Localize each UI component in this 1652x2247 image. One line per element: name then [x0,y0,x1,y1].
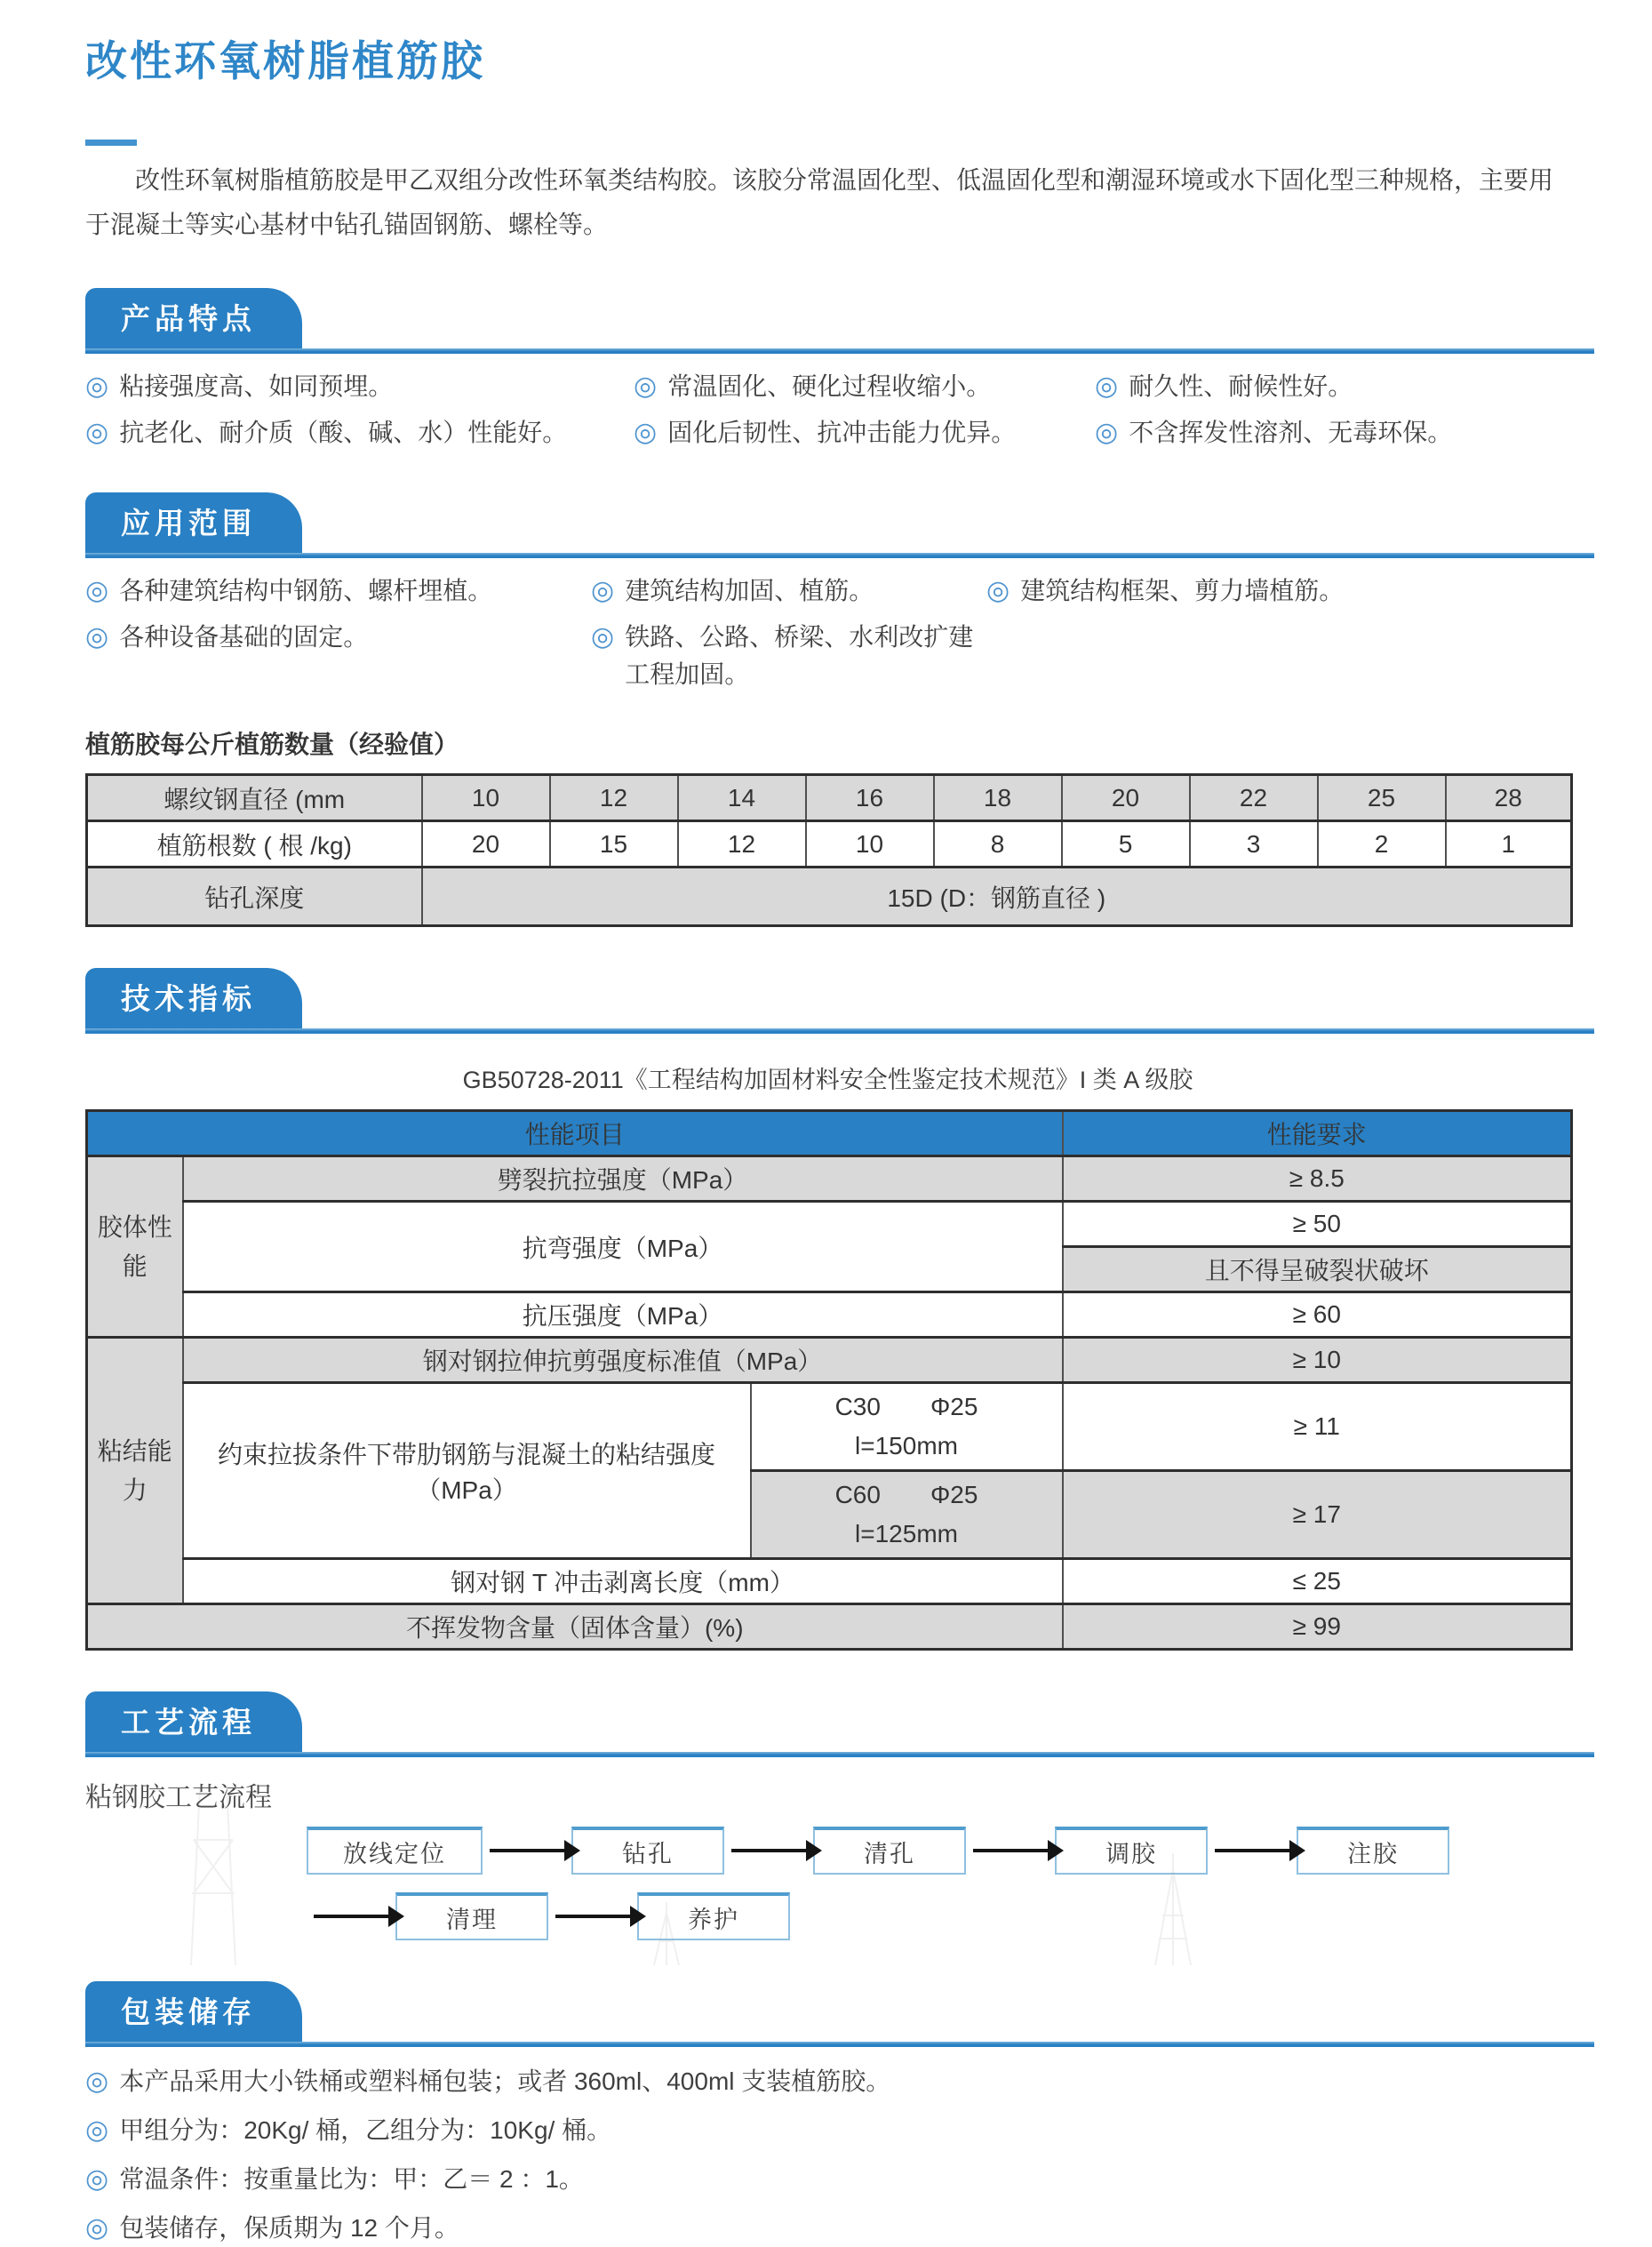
list-item [85,2161,1594,2198]
packaging-text: 甲组分为：20Kg/ 桶，乙组分为：10Kg/ 桶。 [119,2116,612,2144]
group-header: 胶体性能 [87,1156,183,1338]
property-cell: 钢对钢拉伸抗剪强度标准值（MPa） [183,1338,1063,1383]
cell: 3 [1190,821,1318,868]
section-features [85,288,1594,452]
cell: 16 [806,775,934,821]
cell: 15 [550,821,678,868]
table-row [87,1383,1572,1471]
requirement-cell: ≥ 8.5 [1063,1156,1572,1202]
features-list [85,368,1570,452]
arrow-right-icon [731,1849,808,1852]
list-item [986,572,1570,610]
section-bar [85,1752,1594,1757]
cell: 20 [1062,775,1190,821]
list-item [85,2112,1594,2149]
row-header: 钻孔深度 [87,868,422,926]
requirement-cell: ≥ 11 [1063,1383,1572,1471]
table-row [87,1292,1572,1338]
double-circle-bullet-icon: ◎ [85,418,109,447]
property-cell: 抗弯强度（MPa） [183,1202,1063,1292]
section-bar [85,348,1594,354]
list-item [85,414,634,452]
dosage-table [85,773,1573,927]
cell: 5 [1062,821,1190,868]
table-row [87,868,1572,926]
property-cell: 钢对钢 T 冲击剥离长度（mm） [183,1559,1063,1604]
feature-text: 不含挥发性溶剂、无毒环保。 [1129,419,1453,446]
double-circle-bullet-icon: ◎ [1095,418,1119,447]
double-circle-bullet-icon: ◎ [85,372,109,401]
application-text: 铁路、公路、桥梁、水利改扩建工程加固。 [625,623,974,688]
cell: 10 [422,775,550,821]
list-item [634,368,1095,405]
feature-text: 粘接强度高、如同预埋。 [119,372,394,400]
flow-step: 调胶 [1055,1827,1208,1875]
section-packaging [85,1981,1594,2247]
section-bar [85,1028,1594,1034]
list-item [85,2210,1594,2247]
table-row [87,821,1572,868]
page-title: 改性环氧树脂植筋胶 [85,37,485,84]
list-item [634,414,1095,452]
requirement-cell: ≥ 10 [1063,1338,1572,1383]
feature-text: 常温固化、硬化过程收缩小。 [667,372,992,400]
application-text: 各种设备基础的固定。 [119,623,369,651]
list-item [85,619,591,693]
title-underline [85,140,137,146]
flow-row-2 [307,1892,1594,1940]
table-row [87,1604,1572,1650]
feature-text: 固化后韧性、抗冲击能力优异。 [667,419,1017,446]
section-tab-features: 产品特点 [85,288,302,348]
process-subtitle: 粘钢胶工艺流程 [85,1783,272,1812]
table-row [87,1111,1572,1156]
list-item [85,2063,1594,2100]
packaging-text: 本产品采用大小铁桶或塑料桶包装；或者 360ml、400ml 支装植筋胶。 [119,2067,891,2095]
arrow-right-icon [1215,1849,1291,1852]
application-text: 建筑结构加固、植筋。 [625,577,874,604]
feature-text: 耐久性、耐候性好。 [1129,372,1353,400]
table-row [87,1559,1572,1604]
arrow-right-icon [973,1849,1049,1852]
feature-text: 抗老化、耐介质（酸、碱、水）性能好。 [119,419,568,446]
flow-step: 注胶 [1297,1827,1449,1875]
column-header: 性能项目 [87,1111,1063,1156]
double-circle-bullet-icon: ◎ [85,2213,109,2243]
list-item [1095,368,1570,405]
flow-row-1 [307,1827,1594,1875]
cell: 8 [934,821,1062,868]
row-header: 植筋根数 ( 根 /kg) [87,821,422,868]
arrow-right-icon [490,1849,566,1852]
requirement-cell: ≥ 17 [1063,1471,1572,1559]
cell: 18 [934,775,1062,821]
flow-step: 钻孔 [571,1827,724,1875]
cell: 20 [422,821,550,868]
packaging-text: 包装储存，保质期为 12 个月。 [119,2214,459,2242]
double-circle-bullet-icon: ◎ [986,576,1010,605]
condition-line: C30 Φ25 [834,1393,978,1420]
section-applications [85,492,1594,693]
table-row [87,1156,1572,1202]
application-text: 各种建筑结构中钢筋、螺杆埋植。 [119,577,493,604]
arrow-right-icon [314,1915,390,1918]
property-cell: 不挥发物含量（固体含量）(%) [87,1604,1063,1650]
group-header: 粘结能力 [87,1338,183,1604]
double-circle-bullet-icon: ◎ [85,2115,109,2145]
cell: 12 [550,775,678,821]
applications-list [85,572,1570,693]
section-tab-applications: 应用范围 [85,492,302,553]
list-item [591,572,986,610]
cell: 12 [678,821,806,868]
table-row [87,1202,1572,1247]
dosage-table-title: 植筋胶每公斤植筋数量（经验值） [85,731,459,758]
flow-step: 养护 [637,1892,790,1940]
cell: 15D (D：钢筋直径 ) [422,868,1572,926]
list-item [85,368,634,405]
table-row [87,1338,1572,1383]
cell: 2 [1318,821,1446,868]
property-cell: 约束拉拔条件下带肋钢筋与混凝土的粘结强度（MPa） [183,1383,751,1559]
double-circle-bullet-icon: ◎ [85,2164,109,2194]
property-cell: 抗压强度（MPa） [183,1292,1063,1338]
double-circle-bullet-icon: ◎ [634,418,658,447]
flow-step: 清孔 [813,1827,966,1875]
list-item [1095,414,1570,452]
section-tab-tech: 技术指标 [85,968,302,1028]
section-tab-process: 工艺流程 [85,1691,302,1752]
column-header: 性能要求 [1063,1111,1572,1156]
double-circle-bullet-icon: ◎ [1095,372,1119,401]
section-tech [85,968,1594,1651]
tech-standard-caption: GB50728-2011《工程结构加固材料安全性鉴定技术规范》I 类 A 级胶 [462,1067,1193,1093]
flow-step: 清理 [395,1892,548,1940]
intro-paragraph: 改性环氧树脂植筋胶是甲乙双组分改性环氧类结构胶。该胶分常温固化型、低温固化型和潮湿环境或水下固化型三种规格，主要用于混凝土等实心基材中钻孔锚固钢筋、螺栓等。 [85,166,1554,238]
arrow-right-icon [555,1915,632,1918]
condition-cell [751,1383,1063,1471]
cell: 10 [806,821,934,868]
cell: 22 [1190,775,1318,821]
double-circle-bullet-icon: ◎ [85,576,109,605]
cell: 25 [1318,775,1446,821]
list-item [85,572,591,610]
requirement-cell: ≥ 99 [1063,1604,1572,1650]
table-row [87,775,1572,821]
section-process [85,1691,1594,1940]
requirement-cell: ≥ 60 [1063,1292,1572,1338]
condition-line: l=125mm [855,1520,958,1547]
application-text: 建筑结构框架、剪力墙植筋。 [1020,577,1345,604]
requirement-cell: ≥ 50 [1063,1202,1572,1247]
condition-cell [751,1471,1063,1559]
requirement-cell: ≤ 25 [1063,1559,1572,1604]
condition-line: C60 Φ25 [834,1481,978,1508]
double-circle-bullet-icon: ◎ [634,372,658,401]
cell: 28 [1446,775,1572,821]
packaging-text: 常温条件：按重量比为：甲：乙＝ 2 ：1。 [119,2165,584,2193]
requirement-cell: 且不得呈破裂状破坏 [1063,1247,1572,1292]
double-circle-bullet-icon: ◎ [591,576,615,605]
flow-step: 放线定位 [307,1827,483,1875]
row-header: 螺纹钢直径 (mm [87,775,422,821]
condition-line: l=150mm [855,1432,958,1459]
cell: 14 [678,775,806,821]
section-bar [85,553,1594,558]
tech-table [85,1109,1573,1651]
packaging-list [85,2063,1594,2247]
double-circle-bullet-icon: ◎ [591,622,615,652]
cell: 1 [1446,821,1572,868]
double-circle-bullet-icon: ◎ [85,622,109,652]
property-cell: 劈裂抗拉强度（MPa） [183,1156,1063,1202]
list-item [591,619,986,693]
section-tab-packaging: 包装储存 [85,1981,302,2042]
double-circle-bullet-icon: ◎ [85,2067,109,2096]
section-bar [85,2042,1594,2047]
